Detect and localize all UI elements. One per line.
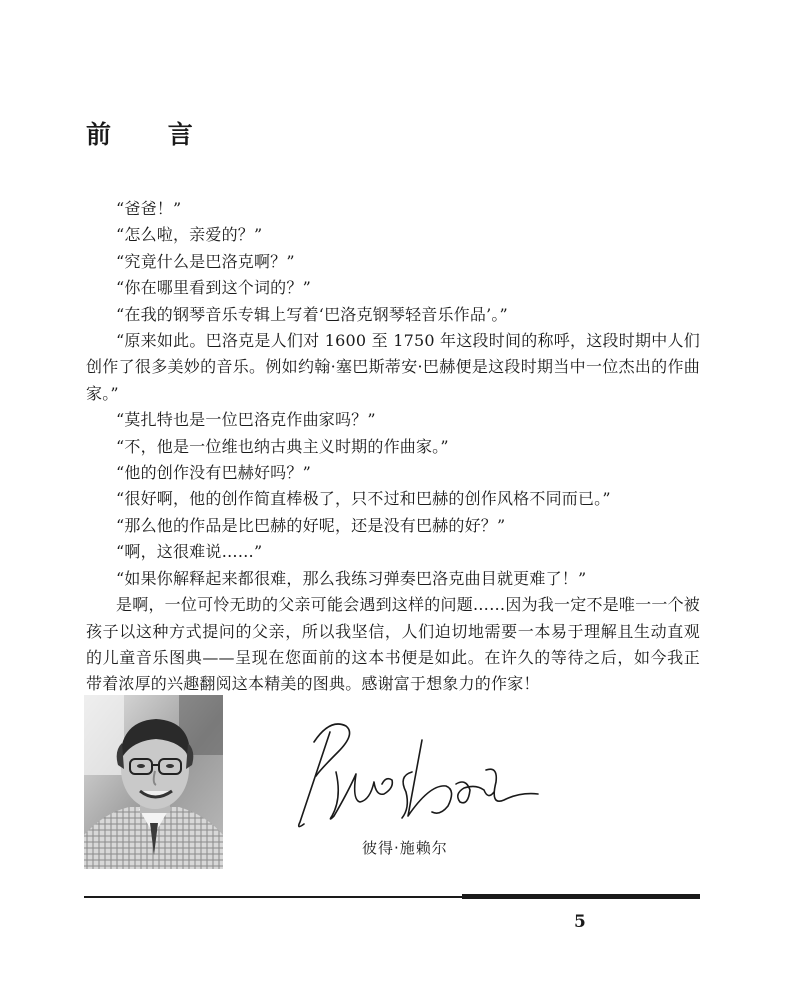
- paragraph: “莫扎特也是一位巴洛克作曲家吗？”: [116, 410, 376, 430]
- paragraph: 是啊，一位可怜无助的父亲可能会遇到这样的问题……因为我一定不是唯一一个被孩子以这种方式提问的父亲，所以我坚信，人们迫切地需要一本易于理解且生动直观的儿童音乐图典——呈现在您面前的这本书便是如此。在许久的等待之后，如今我正带着浓厚的兴趣翻阅这本精美的图典。感谢富于想象力的作家！: [86, 595, 700, 694]
- paragraph: “怎么啦，亲爱的？”: [116, 225, 263, 245]
- footer-rule: [84, 896, 466, 898]
- author-name: 彼得·施赖尔: [362, 839, 448, 857]
- body-text: [86, 196, 700, 698]
- page-title: 前 言: [86, 120, 217, 149]
- page-number: 5: [574, 912, 586, 932]
- signature: [290, 712, 550, 832]
- paragraph: “你在哪里看到这个词的？”: [116, 278, 311, 298]
- footer-rule-thick: [462, 894, 700, 899]
- author-photo: [84, 695, 223, 869]
- paragraph: “在我的钢琴音乐专辑上写着‘巴洛克钢琴轻音乐作品’。”: [116, 304, 508, 324]
- paragraph: “很好啊，他的创作简直棒极了，只不过和巴赫的创作风格不同而已。”: [116, 489, 611, 509]
- paragraph: “如果你解释起来都很难，那么我练习弹奏巴洛克曲目就更难了！”: [116, 568, 587, 588]
- paragraph: “不，他是一位维也纳古典主义时期的作曲家。”: [116, 436, 449, 456]
- paragraph: “那么他的作品是比巴赫的好呢，还是没有巴赫的好？”: [116, 515, 506, 535]
- paragraph: “原来如此。巴洛克是人们对 1600 至 1750 年这段时间的称呼，这段时期中人们创作了很多美妙的音乐。例如约翰·塞巴斯蒂安·巴赫便是这段时期当中一位杰出的作曲家。”: [86, 331, 700, 403]
- paragraph: “爸爸！”: [116, 199, 182, 218]
- paragraph: “究竟什么是巴洛克啊？”: [116, 251, 295, 271]
- paragraph: “他的创作没有巴赫好吗？”: [116, 463, 311, 483]
- paragraph: “啊，这很难说……”: [116, 542, 263, 562]
